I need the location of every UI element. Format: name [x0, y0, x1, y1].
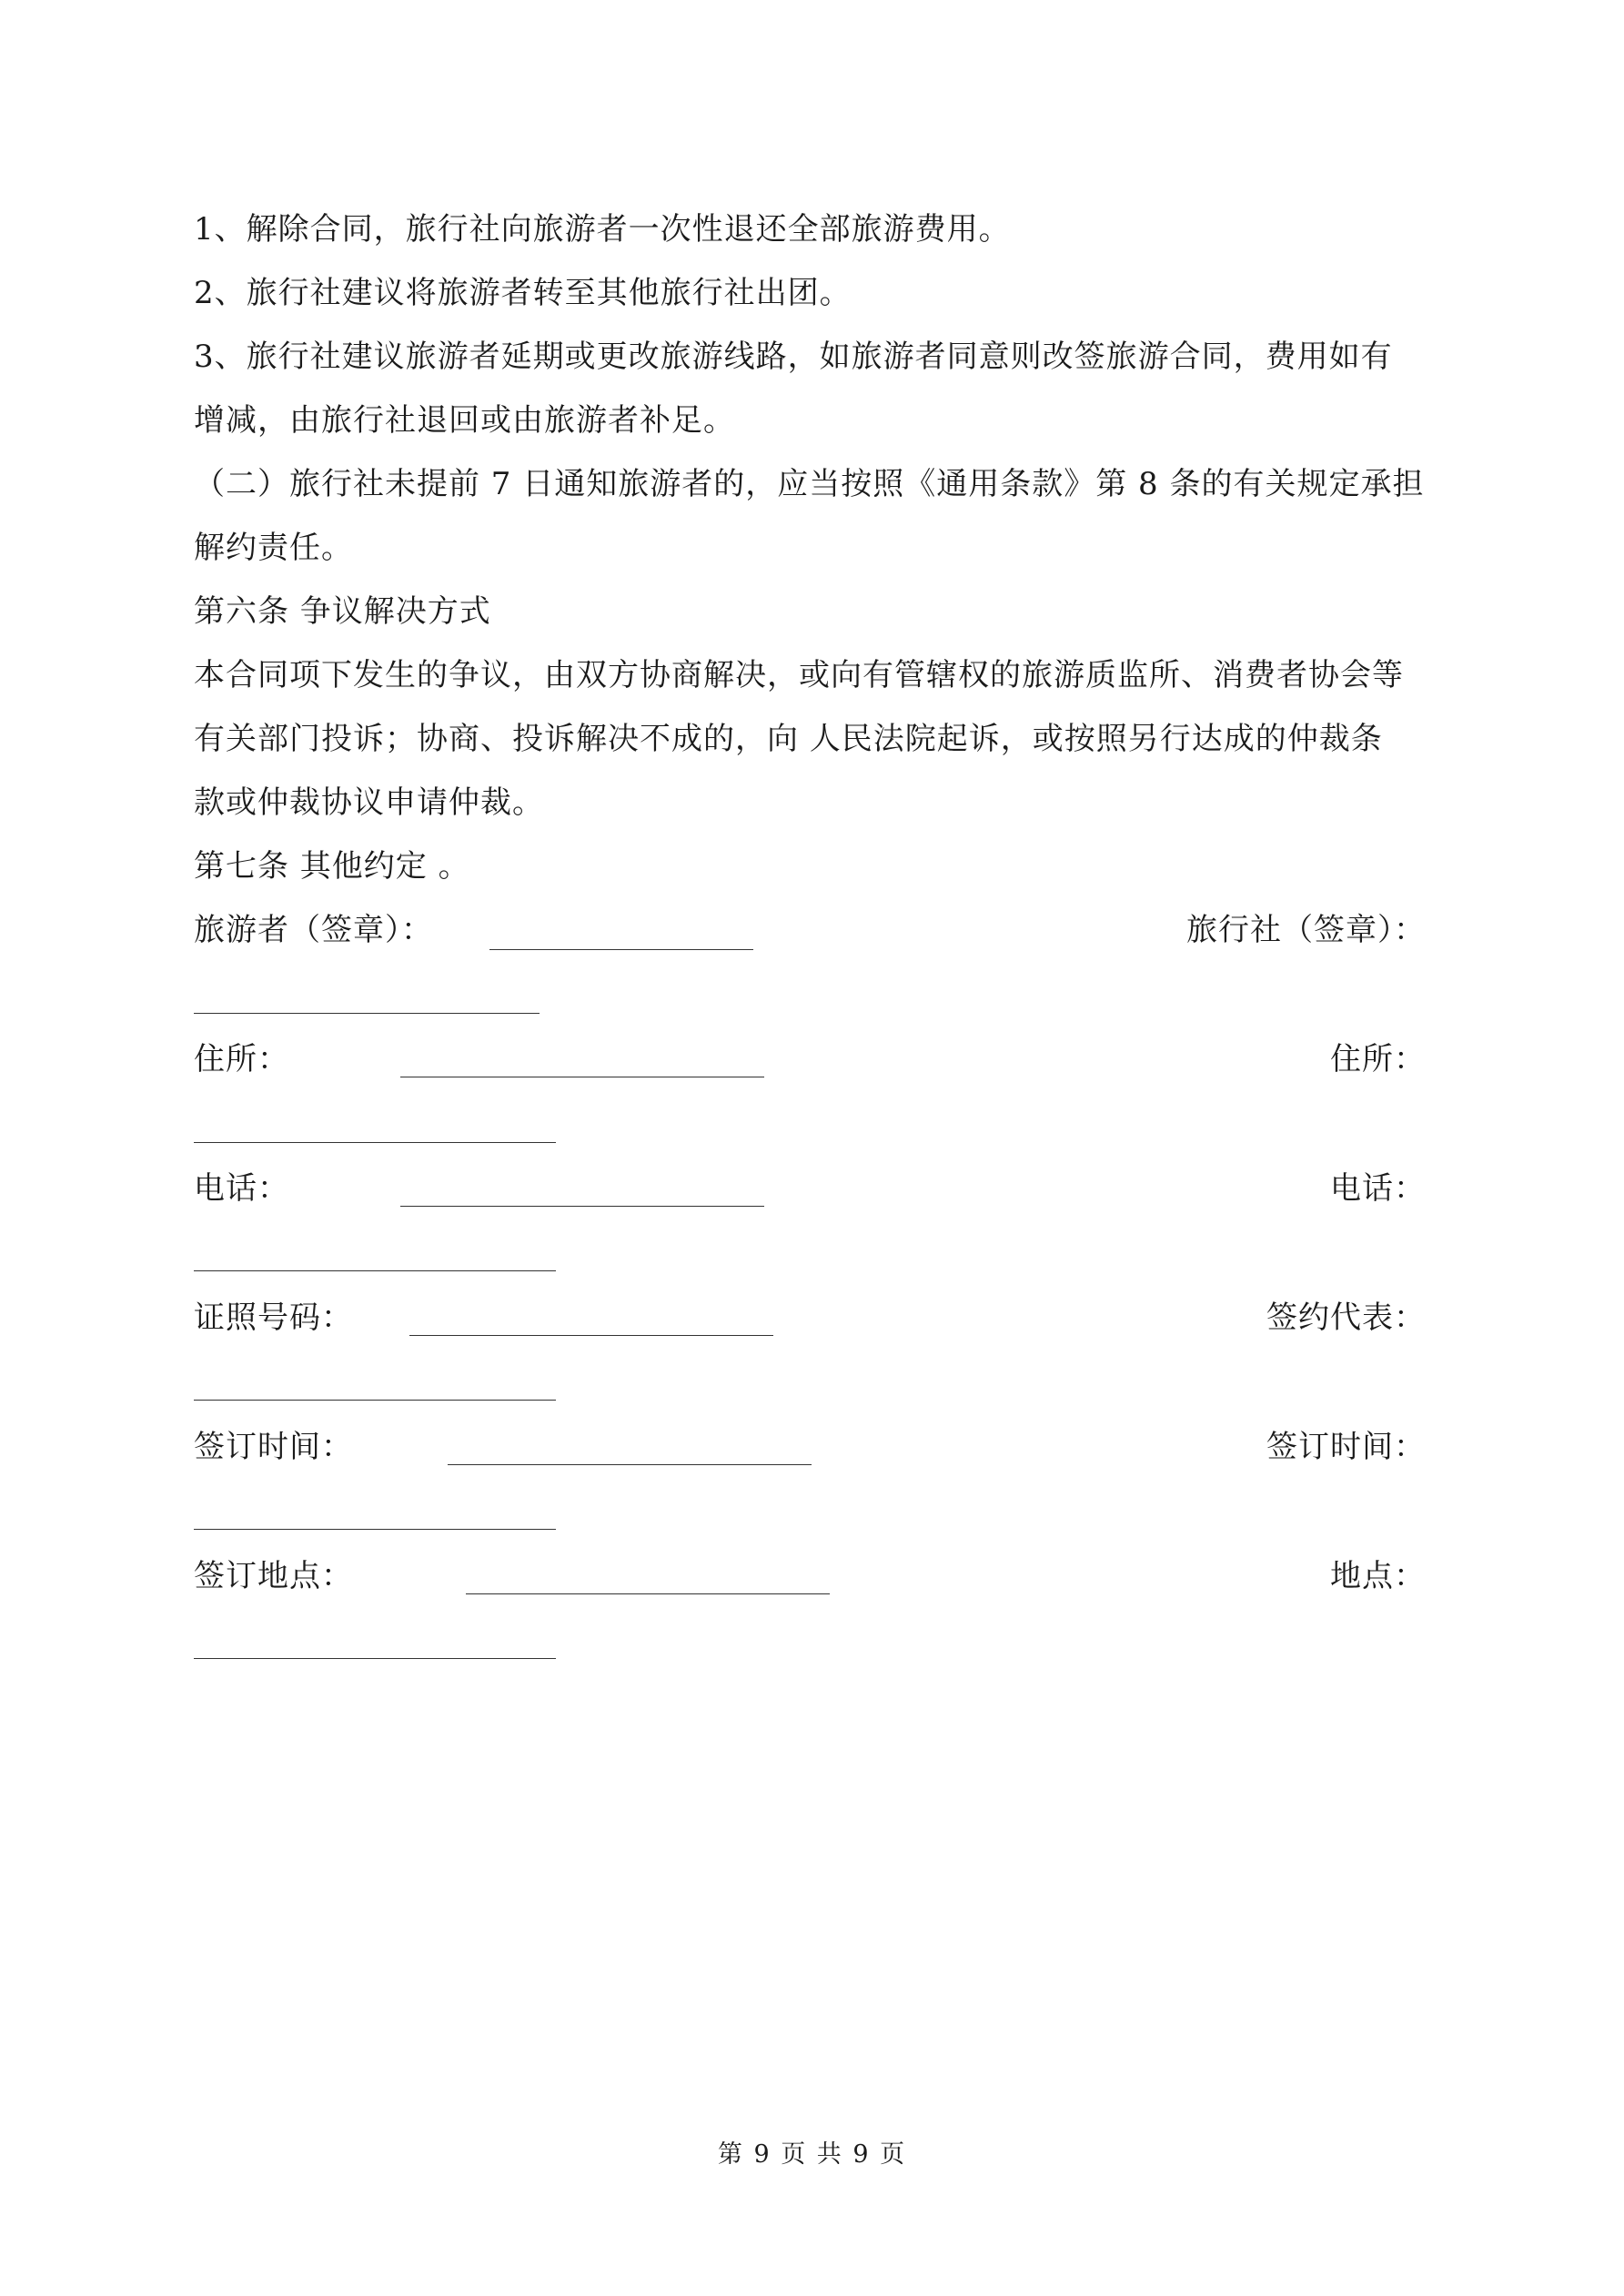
article-7-heading: 第七条 其他约定 。	[194, 848, 470, 885]
agency-sign-time-label: 签订时间：	[1266, 1429, 1426, 1465]
clause-two-line-1: （二）旅行社未提前 7 日通知旅游者的，应当按照《通用条款》第 8 条的有关规定承担	[194, 466, 1425, 502]
clause-item-2: 2、旅行社建议将旅游者转至其他旅行社出团。	[194, 275, 852, 311]
clause-two-line-2: 解约责任。	[194, 530, 353, 566]
article-6-text-line-2: 有关部门投诉；协商、投诉解决不成的，向 人民法院起诉，或按照另行达成的仲裁条	[194, 721, 1383, 757]
agency-signature-label: 旅行社（签章）：	[1186, 912, 1426, 948]
tourist-signature-blank[interactable]	[489, 949, 753, 950]
clause-item-3-line-1: 3、旅行社建议旅游者延期或更改旅游线路，如旅游者同意则改签旅游合同，费用如有	[194, 339, 1393, 375]
agency-signature-blank[interactable]	[194, 1013, 540, 1014]
tourist-sign-place-blank[interactable]	[466, 1593, 830, 1594]
clause-item-1: 1、解除合同，旅行社向旅游者一次性退还全部旅游费用。	[194, 211, 1011, 248]
agency-phone-label: 电话：	[1330, 1170, 1426, 1207]
id-number-label: 证照号码：	[194, 1300, 353, 1336]
agency-sign-place-label: 地点：	[1330, 1558, 1426, 1594]
tourist-sign-time-blank[interactable]	[448, 1464, 812, 1465]
article-6-text-line-1: 本合同项下发生的争议，由双方协商解决，或向有管辖权的旅游质监所、消费者协会等	[194, 657, 1404, 693]
article-6-heading: 第六条 争议解决方式	[194, 593, 491, 630]
agency-sign-time-blank[interactable]	[194, 1529, 556, 1530]
representative-label: 签约代表：	[1266, 1300, 1426, 1336]
tourist-sign-place-label: 签订地点：	[194, 1558, 353, 1594]
agency-sign-place-blank[interactable]	[194, 1658, 556, 1659]
article-6-text-line-3: 款或仲裁协议申请仲裁。	[194, 784, 544, 821]
tourist-sign-time-label: 签订时间：	[194, 1429, 353, 1465]
tourist-phone-label: 电话：	[194, 1170, 289, 1207]
clause-item-3-line-2: 增减，由旅行社退回或由旅游者补足。	[194, 402, 735, 439]
agency-address-blank[interactable]	[194, 1142, 556, 1143]
page-number-footer: 第 9 页 共 9 页	[717, 2140, 907, 2169]
id-number-blank[interactable]	[409, 1335, 773, 1336]
agency-address-label: 住所：	[1330, 1041, 1426, 1077]
tourist-signature-label: 旅游者（签章）：	[194, 912, 433, 948]
tourist-phone-blank[interactable]	[400, 1206, 764, 1207]
representative-blank[interactable]	[194, 1400, 556, 1401]
agency-phone-blank[interactable]	[194, 1270, 556, 1271]
tourist-address-label: 住所：	[194, 1041, 289, 1077]
